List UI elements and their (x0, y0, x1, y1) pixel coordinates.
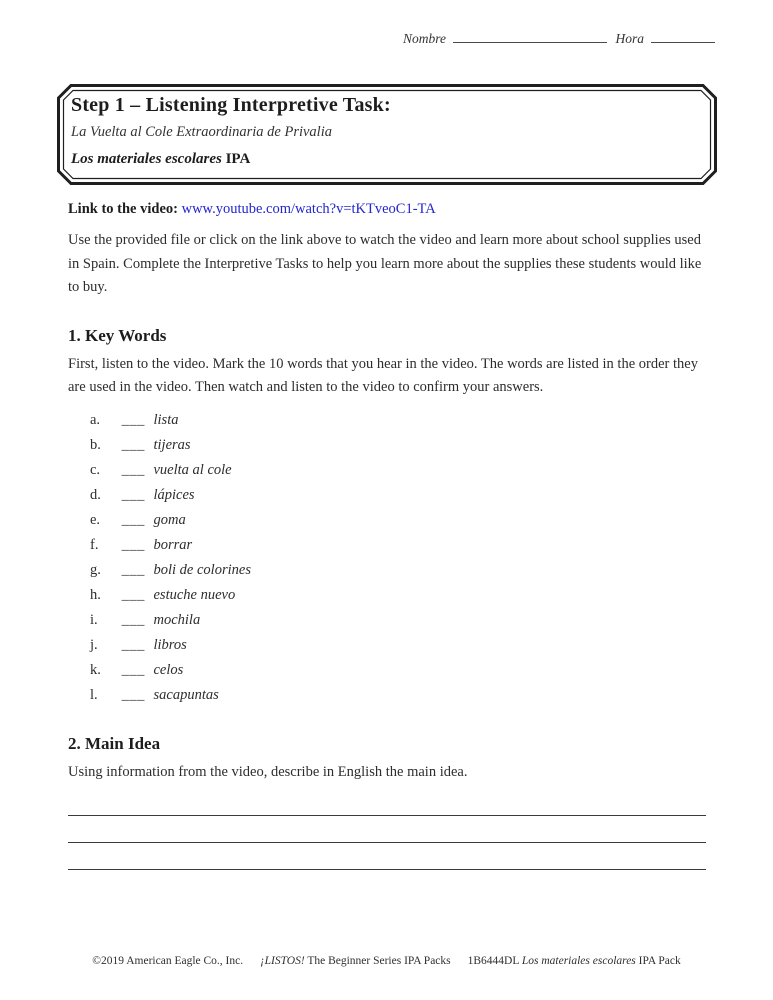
video-title: La Vuelta al Cole Extraordinaria de Privalia (71, 124, 332, 140)
key-word-row (90, 433, 706, 458)
nombre-label: Nombre (403, 31, 446, 46)
key-word-row (90, 658, 706, 683)
video-link-label: Link to the video: (68, 201, 178, 217)
main-idea-answer-area (68, 789, 706, 870)
key-word-text: borrar (153, 536, 193, 553)
page-footer (0, 955, 773, 967)
key-word-letter: k. (90, 661, 101, 678)
key-word-answer-blank[interactable]: ___ (121, 686, 145, 703)
key-word-text: lista (153, 411, 179, 428)
key-word-answer-blank[interactable]: ___ (121, 636, 145, 653)
answer-line[interactable] (68, 789, 706, 816)
key-word-row (90, 533, 706, 558)
key-word-letter: h. (90, 586, 101, 603)
key-word-text: vuelta al cole (153, 461, 232, 478)
key-word-letter: e. (90, 511, 101, 528)
main-idea-heading: 2. Main Idea (68, 733, 161, 753)
key-word-row (90, 508, 706, 533)
key-word-letter: a. (90, 411, 101, 428)
footer-pack-title: Los materiales escolares (521, 955, 636, 967)
answer-line[interactable] (68, 843, 706, 870)
main-idea-instructions: Using information from the video, describe in English the main idea. (68, 763, 468, 780)
name-hour-line (403, 31, 715, 47)
key-word-answer-blank[interactable]: ___ (121, 411, 145, 428)
key-word-row (90, 558, 706, 583)
key-word-answer-blank[interactable]: ___ (121, 486, 145, 503)
key-word-text: tijeras (153, 436, 191, 453)
key-word-letter: g. (90, 561, 101, 578)
key-word-letter: l. (90, 686, 98, 703)
key-word-row (90, 483, 706, 508)
key-word-row (90, 683, 706, 708)
key-word-text: mochila (153, 611, 201, 628)
key-word-letter: f. (90, 536, 99, 553)
program-title (71, 150, 697, 168)
key-word-answer-blank[interactable]: ___ (121, 561, 145, 578)
hora-label: Hora (615, 31, 644, 46)
key-words-list (90, 408, 706, 708)
key-word-text: sacapuntas (153, 686, 219, 703)
key-word-letter: j. (90, 636, 98, 653)
key-word-text: celos (153, 661, 184, 678)
key-word-text: boli de colorines (153, 561, 251, 578)
key-word-answer-blank[interactable]: ___ (121, 511, 145, 528)
hora-blank[interactable] (651, 31, 715, 43)
key-word-row (90, 633, 706, 658)
footer-pack-code: 1B6444DL (467, 955, 522, 967)
key-word-text: estuche nuevo (153, 586, 236, 603)
footer-pack (468, 955, 681, 967)
footer-series-rest: The Beginner Series IPA Packs (304, 955, 451, 967)
video-link-row (68, 199, 706, 219)
key-words-heading: 1. Key Words (68, 325, 167, 345)
key-word-text: libros (153, 636, 187, 653)
key-word-text: lápices (153, 486, 195, 503)
page-title: Step 1 – Listening Interpretive Task: (71, 94, 391, 116)
key-word-letter: c. (90, 461, 101, 478)
nombre-blank[interactable] (453, 31, 607, 43)
key-word-answer-blank[interactable]: ___ (121, 536, 145, 553)
key-word-answer-blank[interactable]: ___ (121, 461, 145, 478)
footer-pack-rest: IPA Pack (635, 955, 681, 967)
video-link[interactable]: www.youtube.com/watch?v=tKTveoC1-TA (181, 201, 436, 217)
worksheet-body (68, 199, 706, 870)
footer-copyright: ©2019 American Eagle Co., Inc. (92, 955, 244, 967)
title-box (57, 84, 717, 185)
key-word-text: goma (153, 511, 186, 528)
key-word-answer-blank[interactable]: ___ (121, 586, 145, 603)
key-word-answer-blank[interactable]: ___ (121, 436, 145, 453)
footer-series (260, 955, 451, 967)
key-word-letter: d. (90, 486, 101, 503)
key-word-letter: b. (90, 436, 101, 453)
key-word-row (90, 583, 706, 608)
footer-series-name: ¡LISTOS! (260, 955, 305, 967)
program-title-spanish: Los materiales escolares (71, 151, 222, 167)
program-title-suffix: IPA (221, 151, 251, 167)
key-word-row (90, 608, 706, 633)
key-word-row (90, 408, 706, 433)
key-word-answer-blank[interactable]: ___ (121, 611, 145, 628)
key-word-answer-blank[interactable]: ___ (121, 661, 145, 678)
title-box-text (57, 84, 717, 168)
answer-line[interactable] (68, 816, 706, 843)
key-word-row (90, 458, 706, 483)
key-words-instructions: First, listen to the video. Mark the 10 words that you hear in the video. The words are listed in the order they are used in the video. Then watch and listen to the video to confirm your answers. (68, 355, 698, 395)
key-word-letter: i. (90, 611, 98, 628)
intro-paragraph: Use the provided file or click on the link above to watch the video and learn more about school supplies used in Spain. Complete the Interpretive Tasks to help you learn more about the supplies these students would like to buy. (68, 232, 702, 295)
